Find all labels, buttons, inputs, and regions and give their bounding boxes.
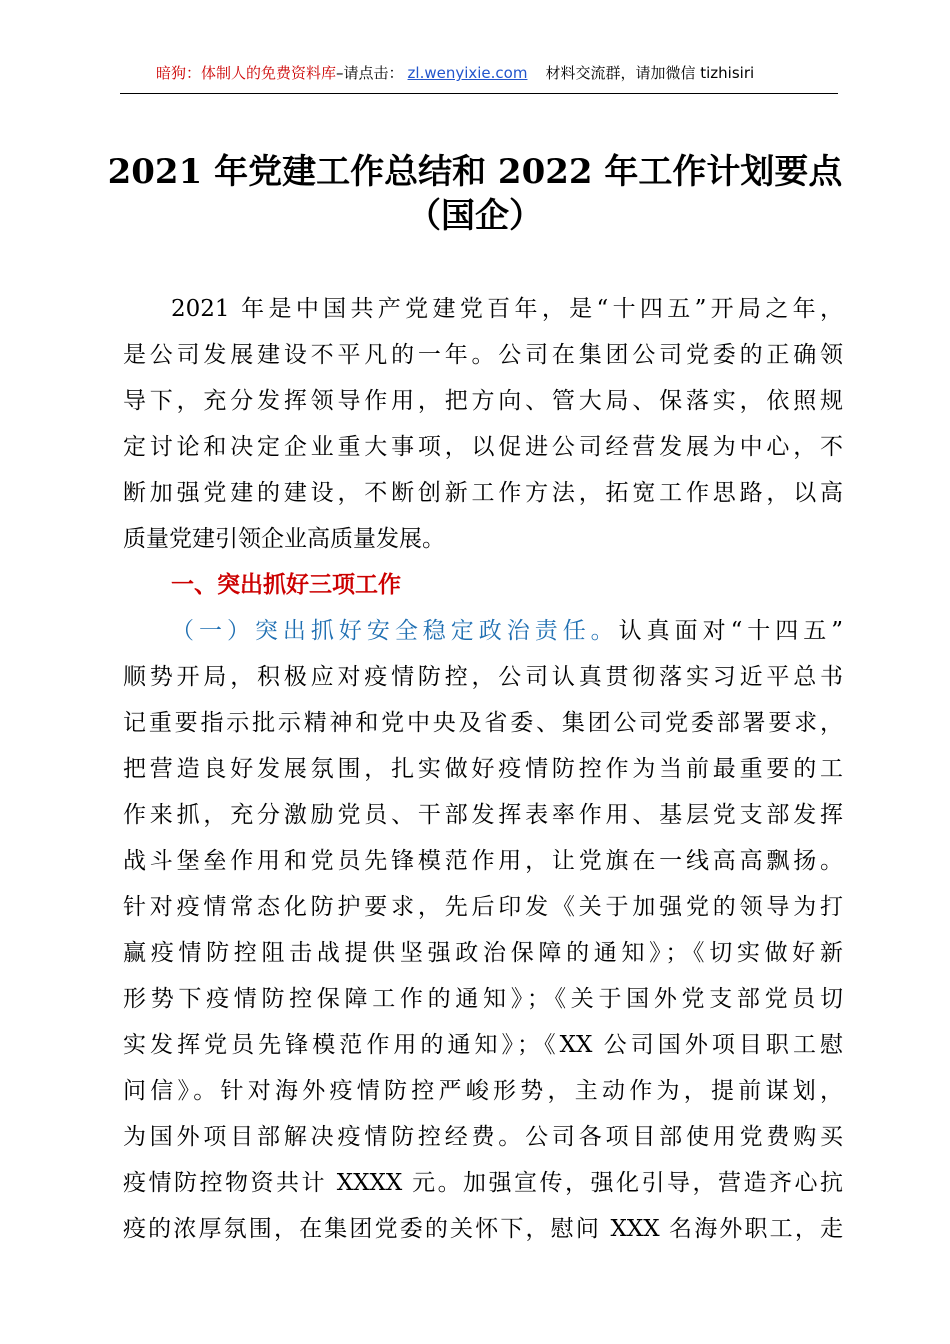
section-heading: 一、突出抓好三项工作 <box>171 572 401 598</box>
subsection-heading: （一）突出抓好安全稳定政治责任。 <box>171 618 619 644</box>
paragraph-line: 断加强党建的建设，不断创新工作方法，拓宽工作思路，以高 <box>123 480 843 506</box>
paragraph-line: 作来抓，充分激励党员、干部发挥表率作用、基层党支部发挥 <box>123 802 843 828</box>
document-body <box>123 286 843 1252</box>
header-contact: 材料交流群，请加微信 tizhisiri <box>545 64 755 82</box>
paragraph-line: 把营造良好发展氛围，扎实做好疫情防控作为当前最重要的工 <box>123 756 843 782</box>
paragraph-line: 导下，充分发挥领导作用，把方向、管大局、保落实，依照规 <box>123 388 843 414</box>
paragraph-line: 形势下疫情防控保障工作的通知》；《关于国外党支部党员切 <box>123 986 843 1012</box>
header-prompt: –请点击： <box>336 64 404 82</box>
paragraph-line: 疫的浓厚氛围，在集团党委的关怀下，慰问 XXX 名海外职工，走 <box>123 1216 843 1242</box>
header-link[interactable]: zl.wenyixie.com <box>407 64 528 82</box>
subsection-first-line <box>123 608 843 654</box>
paragraph-line: 质量党建引领企业高质量发展。 <box>123 526 445 552</box>
paragraph-line: 2021 年是中国共产党建党百年，是“十四五”开局之年， <box>171 296 843 322</box>
header-brand: 暗狗：体制人的免费资料库 <box>156 64 337 82</box>
paragraph-line: 问信》。针对海外疫情防控严峻形势，主动作为，提前谋划， <box>123 1078 843 1104</box>
paragraph-line: 记重要指示批示精神和党中央及省委、集团公司党委部署要求， <box>123 710 843 736</box>
paragraph-line: 定讨论和决定企业重大事项，以促进公司经营发展为中心，不 <box>123 434 843 460</box>
document-subtitle: （国企） <box>407 196 543 236</box>
paragraph-line: 战斗堡垒作用和党员先锋模范作用，让党旗在一线高高飘扬。 <box>123 848 843 874</box>
paragraph-line: 实发挥党员先锋模范作用的通知》；《XX 公司国外项目职工慰 <box>123 1032 843 1058</box>
paragraph-line: 针对疫情常态化防护要求，先后印发《关于加强党的领导为打 <box>123 894 843 920</box>
paragraph-line: 顺势开局，积极应对疫情防控，公司认真贯彻落实习近平总书 <box>123 664 843 690</box>
page-header <box>120 62 838 94</box>
subsection-text: 认真面对“十四五” <box>618 618 843 644</box>
paragraph-line: 是公司发展建设不平凡的一年。公司在集团公司党委的正确领 <box>123 342 843 368</box>
paragraph-line: 为国外项目部解决疫情防控经费。公司各项目部使用党费购买 <box>123 1124 843 1150</box>
paragraph-line: 疫情防控物资共计 XXXX 元。加强宣传，强化引导，营造齐心抗 <box>123 1170 843 1196</box>
paragraph-line: 赢疫情防控阻击战提供坚强政治保障的通知》；《切实做好新 <box>123 940 843 966</box>
document-title: 2021 年党建工作总结和 2022 年工作计划要点 <box>107 152 843 192</box>
